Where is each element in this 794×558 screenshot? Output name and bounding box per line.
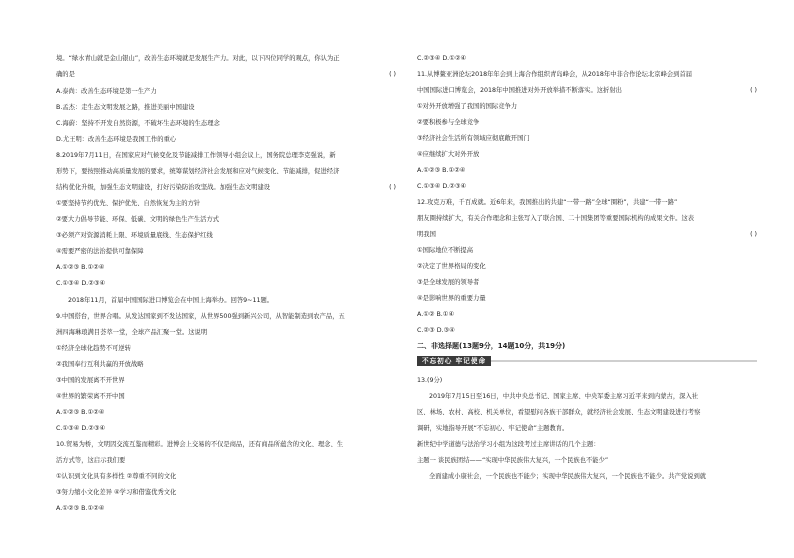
option-a: A.泰尚：改善生态环境是第一生产力 (56, 88, 157, 95)
statement: ③必须产对资源消耗上限、环境质量底线、生态保护红线 (56, 232, 213, 239)
text-line: 形势下，要按照推动高质量发展的要求，统筹谋划经济社会发展和应对气候变化、节能减排，促进经济 (56, 168, 340, 175)
options-row: C.①③④ D.②③④ (56, 280, 106, 287)
statement: ④需要严密的法治提供可靠保障 (56, 248, 144, 255)
statement: ①要坚持节约优先、保护优先、自然恢复为主的方针 (56, 200, 201, 207)
material-text: 新世纪中学道德与法治学习小组为这段考过主席讲话的几个主题： (417, 441, 600, 448)
statement: ②要大力倡导节能、环保、低碳、文明的绿色生产生活方式 (56, 216, 220, 223)
statement: ②我国奉行互利共赢的开放战略 (56, 361, 144, 368)
statement: ①经济全球化趋势不可逆转 (56, 345, 131, 352)
answer-bracket: ( ) (389, 184, 396, 191)
material-intro: 2018年11月，首届中国国际进口博览会在中国上海举办。回答9~11题。 (68, 297, 274, 304)
statement: ②决定了世界格局的变化 (417, 263, 486, 270)
question-11: 11.从博鳌亚洲论坛2018年年会到上海合作组织青岛峰会，从2018年中非合作论坛北京峰会到首届 (417, 71, 693, 78)
text-line: 朋友圈持续扩大，有关合作理念和主张写入了联合国、二十国集团等重要国际机构的成果文件。这表 (417, 215, 695, 222)
text-line: 明我国 (417, 231, 436, 238)
statement: ①对外开放增强了我国的国际竞争力 (417, 103, 518, 110)
statement: ④应继续扩大对外开放 (417, 151, 480, 158)
option-c: C.海蔚：坚持不开发自然资源，不破坏生态环境的生态理念 (56, 120, 220, 127)
section-title: 二、非选择题(13题9分，14题10分，共19分) (417, 342, 566, 350)
options-row: C.①③④ D.②③④ (56, 425, 106, 432)
material-text: 调研，实地指导开展“不忘初心、牢记使命”主题教育。 (417, 425, 569, 432)
material-text: 区、林场、农村、高校、机关单位，看望慰问各族干部群众，就经济社会发展、生态文明建设进行考察 (417, 409, 701, 416)
statement: ④是影响世界的重要力量 (417, 295, 486, 302)
question-10: 10.贸易为桥，文明因交流互鉴而精彩。进博会上交易的不仅是商品，还有商品所蕴含的文化、理念、生 (56, 441, 344, 448)
text-line: 中国国际进口博览会，2018年中国推进对外开放举措不断落实。这折射出 (417, 87, 622, 94)
theme-one: 主题一 谈民族团结——“实现中华民族伟大复兴，一个民族也不能少” (417, 457, 609, 464)
answer-bracket: ( ) (750, 87, 757, 94)
answer-bracket: ( ) (750, 231, 757, 238)
question-8: 8.2019年7月11日，在国家应对气候变化及节能减排工作领导小组会议上，国务院总理李克强说，新 (56, 152, 336, 159)
statement: ②要积极参与全球竞争 (417, 119, 480, 126)
statement: ④世界的繁荣离不开中国 (56, 393, 125, 400)
answer-bracket: ( ) (389, 71, 396, 78)
statement-pair: ①认识到文化具有多样性 ②尊重不同的文化 (56, 473, 177, 480)
options-row: A.①②③ B.①②④ (417, 167, 466, 174)
options-row: A.①②③ B.①②④ (56, 505, 105, 512)
options-row: C.①③④ D.②③④ (417, 183, 467, 190)
statement: ③经济社会生活所有领域应彻底敞开国门 (417, 135, 530, 142)
text-line: 确的是 (56, 71, 75, 78)
options-row: A.①② B.①④ (417, 311, 455, 318)
statement: ①国际地位不断提高 (417, 247, 474, 254)
options-row: A.①②③ B.①②④ (56, 409, 105, 416)
text-line: 洲四海琳琅满目荟萃一堂，全球产品汇聚一堂。这说明 (56, 329, 208, 336)
question-9: 9.中国搭台，世界合唱。从发达国家到不发达国家，从世界500强到新兴公司，从智能制造到农产品，五 (56, 313, 345, 320)
options-row: A.①②③ B.①②④ (56, 264, 105, 271)
question-12: 12.攻克万难，千百成就。近6年来，我国推出的共建“一带一路”全球“圈粉”，共建“一带一路” (417, 199, 678, 206)
statement: ③是全球发展的领导者 (417, 279, 480, 286)
text-line: 结构优化升级，加强生态文明建设，打好污染防治攻坚战。加强生态文明建设 (56, 184, 271, 191)
option-d: D.尤王明：改善生态环境是我国工作的重心 (56, 136, 177, 143)
option-b: B.孟杰：走生态文明发展之路，推进美丽中国建设 (56, 104, 195, 111)
options-row: C.②③④ D.①②④ (417, 55, 467, 62)
question-13: 13.(9分) (417, 377, 443, 384)
text-line: 境。“绿水青山就是金山银山”，改善生态环境就是发展生产力。对此，以下四位同学的观点，你认为正 (56, 55, 340, 62)
theme-banner: 不忘初心 牢记使命 (417, 356, 491, 366)
material-text: 2019年7月15日至16日，中共中央总书记、国家主席、中央军委主席习近平来到内蒙古，深入社 (429, 393, 699, 400)
material-text: 全面建成小康社会，一个民族也不能少；实现中华民族伟大复兴，一个民族也不能少。共产党说到就 (429, 473, 707, 480)
statement: ③中国的发展离不开世界 (56, 377, 125, 384)
options-row: C.②③ D.③④ (417, 327, 455, 334)
statement-pair: ③努力缩小文化差异 ④学习和借鉴优秀文化 (56, 489, 177, 496)
text-line: 活方式等，这启示我们要 (56, 457, 126, 464)
